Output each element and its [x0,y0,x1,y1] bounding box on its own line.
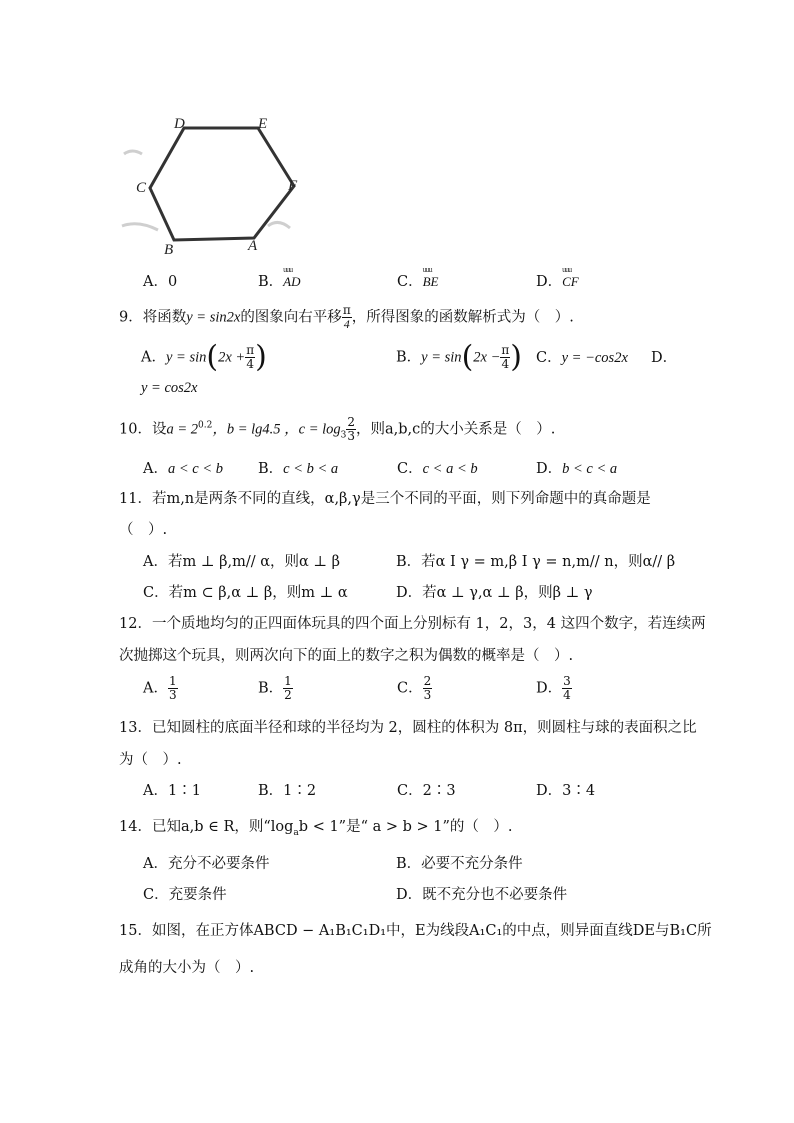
q13-line1: 13．已知圆柱的底面半径和球的半径均为 2，圆柱的体积为 8π，则圆柱与球的表面积之比 [119,720,697,736]
frac-num: π [246,343,255,357]
q15-line2: 成角的大小为（ ）. [119,960,255,976]
q12-option-b [258,675,293,702]
q10-c-sub: 3 [340,430,347,441]
option-frac [168,675,178,702]
q9-option-d-letter [651,346,677,367]
q8-option-b [258,270,301,291]
option-letter: D． [536,274,563,290]
option-text: y = −cos2x [561,350,628,366]
vertex-label-c: C [136,180,147,196]
frac-den: 4 [501,357,510,371]
option-letter: B． [258,274,284,290]
option-text: c < b < a [283,461,339,477]
option-letter: A． [141,349,166,366]
option-letter: B． [258,680,284,697]
option-letter: B． [258,783,284,799]
q9-option-d-text: y = cos2x [141,380,198,396]
option-frac [423,675,433,702]
q9-option-a [141,339,267,375]
q13-option-c [397,779,456,800]
q12-option-a [143,675,178,702]
option-letter: D． [536,783,563,799]
q14-option-d: D．既不充分也不必要条件 [396,887,568,903]
q12-line1: 12．一个质地均匀的正四面体玩具的四个面上分别标有 1，2，3，4 这四个数字，若连续两 [119,616,706,632]
frac-num: 1 [284,674,292,688]
q9-prefix: 9．将函数 [119,309,187,326]
option-text: 1∶1 [167,783,201,799]
q11-option-c: C．若m ⊂ β,α ⊥ β，则m ⊥ α [143,585,348,601]
vector-cf: uuu CF [562,274,579,290]
q9-func: y = sin2x [186,309,241,326]
q14-option-a: A．充分不必要条件 [143,856,270,872]
paren-left: ( [206,339,219,375]
q10-stem [119,416,555,443]
frac-den: 3 [347,429,356,443]
q11-line1: 11．若m,n是两条不同的直线，α,β,γ是三个不同的平面，则下列命题中的真命题是 [119,491,651,507]
frac-den: 4 [343,317,350,331]
q12-option-d [536,675,572,702]
hexagon-figure [118,108,318,258]
option-letter: C． [397,680,423,697]
option-letter: C． [536,350,562,366]
q8-option-d [536,270,579,291]
q9-option-c [536,346,628,367]
frac-num: 2 [423,674,432,688]
vertex-label-f: F [288,178,298,194]
paren-right: ) [255,339,267,375]
q10-frac [346,416,356,443]
q15-line1: 15．如图，在正方体ABCD − A₁B₁C₁D₁中，E为线段A₁C₁的中点，则异面直线DE与B₁C所 [119,923,712,939]
frac-den: 3 [168,688,177,702]
q13-option-b [258,779,316,800]
q10-a: a = 2 [166,421,198,438]
q10-suffix: ，则a,b,c的大小关系是（ ）. [356,421,556,438]
q11-line2: （ ）. [119,522,168,538]
option-letter: C． [397,783,423,799]
option-letter: D． [536,680,563,697]
paren-left: ( [461,339,474,375]
vector-be: uuu BE [423,274,439,290]
vertex-label-a: A [248,238,258,254]
option-inner: 2x + [218,349,246,366]
q12-option-c [397,675,432,702]
q9-option-b [396,339,522,375]
option-letter: C． [397,461,423,477]
frac-den: 3 [423,688,432,702]
option-letter: A． [143,680,168,697]
frac-num: 2 [347,415,356,429]
option-func: y = sin [165,349,207,366]
vertex-label-d: D [174,116,185,132]
q11-option-b: B．若α I γ = m,β I γ = n,m// n，则α// β [396,554,676,570]
option-text: 2∶3 [422,783,456,799]
vertex-label-e: E [258,116,268,132]
q10-option-a [143,457,223,478]
frac-num: π [342,303,351,317]
q14-stem [119,815,513,838]
q14-prefix: 14．已知a,b ∈ R，则“log [119,819,294,835]
option-letter: D． [651,350,678,366]
q11-option-d: D．若α ⊥ γ,α ⊥ β，则β ⊥ γ [396,585,593,601]
frac-den: 2 [284,688,292,702]
option-letter: B． [396,349,422,366]
option-letter: D． [536,461,563,477]
frac-num: 1 [168,674,177,688]
q10-option-c [397,457,478,478]
option-text: 0 [167,274,178,290]
option-letter: A． [143,783,168,799]
option-text: a < c < b [167,461,223,477]
option-frac [283,675,293,702]
option-letter: A． [143,461,168,477]
vertex-label-b: B [164,242,174,258]
q14-option-b: B．必要不充分条件 [396,856,523,872]
q9-mid: 的图象向右平移 [240,309,342,326]
option-letter: C． [397,274,423,290]
frac-num: π [501,343,510,357]
paren-right: ) [510,339,522,375]
q9-frac [342,304,352,331]
q14-suffix: b < 1”是“ a > b > 1”的（ ）. [298,819,513,835]
q10-b: ，b = lg4.5 ，c = log [212,421,341,438]
q11-option-a: A．若m ⊥ β,m// α，则α ⊥ β [143,554,341,570]
q13-option-d [536,779,595,800]
option-frac [500,344,510,371]
q14-sub: a [293,827,299,838]
q10-prefix: 10．设 [119,421,167,438]
q8-option-c [397,270,439,291]
q12-line2: 次抛掷这个玩具，则两次向下的面上的数字之积为偶数的概率是（ ）. [119,648,574,664]
q10-option-d [536,457,617,478]
q13-option-a [143,779,201,800]
option-frac [245,344,255,371]
option-text: b < c < a [562,461,618,477]
option-letter: B． [258,461,284,477]
option-letter: A． [143,274,168,290]
q13-line2: 为（ ）. [119,752,182,768]
option-func: y = sin [421,349,462,366]
q8-option-a [143,270,177,291]
vector-ad: uuu AD [283,274,300,290]
frac-den: 4 [246,357,254,371]
option-frac [562,675,572,702]
q10-option-b [258,457,338,478]
q10-a-sup: 0.2 [198,420,213,431]
frac-den: 4 [563,688,571,702]
q14-option-c: C．充要条件 [143,887,227,903]
option-text: 3∶4 [562,783,596,799]
q9-suffix: ，所得图象的函数解析式为（ ）. [351,309,574,326]
option-text: 1∶2 [283,783,317,799]
option-text: c < a < b [422,461,478,477]
q9-stem [119,304,574,331]
option-inner: 2x − [473,349,501,366]
frac-num: 3 [563,674,571,688]
